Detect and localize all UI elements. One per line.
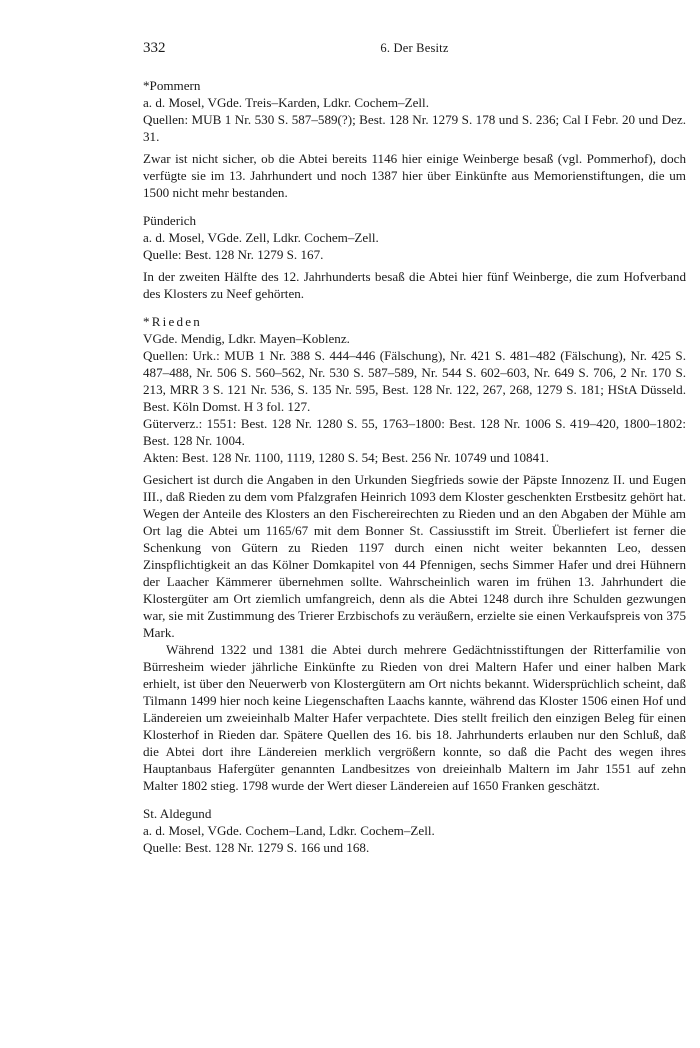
entry-sources: Quellen: Urk.: MUB 1 Nr. 388 S. 444–446 (Fälschung), Nr. 421 S. 481–482 (Fälschung), Nr. 425 S. 487–488, Nr. 506 S. 560–562, Nr. 530 S. 587–589, Nr. 544 S. 602–603, Nr. 649 S. 706, 2 Nr. 170 S. 213, MRR 3 S. 121 Nr. 536, S. 135 Nr. 595, Best. 128 Nr. 122, 267, 268, 1279 S. 181; HStA Düsseld. Best. Köln Domst. H 3 fol. 127. (143, 348, 686, 414)
entry-puenderich (143, 212, 686, 302)
entry-paragraph: Während 1322 und 1381 die Abtei durch mehrere Gedächtnisstiftungen der Ritterfamilie von Bürresheim wieder jährliche Einkünfte zu Rieden von drei Maltern Hafer und einer halben Mark erhielt, ist über den Neuerwerb von Klostergütern am Ort nichts bekannt. Widersprüchlich scheint, daß Tilmann 1499 hier noch keine Liegenschaften Laachs kannte, während das Kloster 1506 einen Hof und Ländereien um zweieinhalb Malter Hafer verpachtete. Dies stellt freilich den einzigen Beleg für einen Klosterhof in Rieden dar. Spätere Quellen des 16. bis 18. Jahrhunderts erlauben nur den Schluß, daß die Abtei dort ihre Ländereien merklich vergrößern konnte, so daß die Pacht des wegen ihres Hauptanbaus Hafergüter genannten Landbesitzes von dreieinhalb Maltern im Jahr 1551 auf zehn Malter 1802 stieg. 1798 wurde der Wert dieser Ländereien auf 1650 Franken geschätzt. (143, 642, 686, 793)
entry-sources: Quelle: Best. 128 Nr. 1279 S. 167. (143, 247, 324, 262)
page-number: 332 (143, 40, 166, 56)
book-page (143, 40, 686, 856)
entry-rieden (143, 313, 686, 794)
entry-title: *Rieden (143, 314, 203, 329)
entry-location: a. d. Mosel, VGde. Cochem–Land, Ldkr. Cochem–Zell. (143, 823, 435, 838)
entry-paragraph: In der zweiten Hälfte des 12. Jahrhunderts besaß die Abtei hier fünf Weinberge, die zum Hofverband des Klosters zu Neef gehörten. (143, 269, 686, 301)
entry-paragraph: Gesichert ist durch die Angaben in den Urkunden Siegfrieds sowie der Päpste Innozenz II. und Eugen III., daß Rieden zu dem vom Pfalzgrafen Heinrich 1093 dem Kloster geschenkten Erstbesitz gehört hat. Wegen der Anteile des Klosters an den Fischereirechten zu Rieden und an den Abgaben der Mühle am Ort lag die Abtei um 1165/67 mit dem Bonner St. Cassiusstift im Streit. Überliefert ist ferner die Schenkung von Gütern zu Rieden 1197 durch einen nicht weiter bekannten Leo, dessen Zinspflichtigkeit an das Kölner Domkapitel von 44 Pfennigen, sechs Simmer Hafer und drei Hühnern der Laacher Kämmerer übernehmen sollte. Wahrscheinlich waren im frühen 13. Jahrhundert die Klostergüter am Ort ziemlich umfangreich, denn als die Abtei 1248 durch ihre Schulden gezwungen war, sie mit Zustimmung des Trierer Erzbischofs zu veräußern, erzielte sie einen Verkaufspreis von 375 Mark. (143, 472, 686, 640)
entry-location: a. d. Mosel, VGde. Treis–Karden, Ldkr. Cochem–Zell. (143, 95, 429, 110)
entry-files: Akten: Best. 128 Nr. 1100, 1119, 1280 S. 54; Best. 256 Nr. 10749 und 10841. (143, 450, 549, 465)
entry-location: a. d. Mosel, VGde. Zell, Ldkr. Cochem–Zell. (143, 230, 379, 245)
entry-st-aldegund (143, 805, 686, 856)
running-head (143, 40, 686, 66)
entry-title: Pünderich (143, 213, 197, 228)
entry-sources: Quelle: Best. 128 Nr. 1279 S. 166 und 168. (143, 840, 370, 855)
entry-location: VGde. Mendig, Ldkr. Mayen–Koblenz. (143, 331, 350, 346)
entry-title: St. Aldegund (143, 806, 212, 821)
entry-pommern (143, 77, 686, 201)
entry-paragraph: Zwar ist nicht sicher, ob die Abtei bereits 1146 hier einige Weinberge besaß (vgl. Pommerhof), doch verfügte sie im 13. Jahrhundert und noch 1387 hier über Einkünfte aus Memorienstiftungen, die um 1500 nicht mehr bestanden. (143, 151, 686, 200)
entry-title: *Pommern (143, 78, 201, 93)
running-title: 6. Der Besitz (380, 41, 449, 55)
entry-sources: Quellen: MUB 1 Nr. 530 S. 587–589(?); Best. 128 Nr. 1279 S. 178 und S. 236; Cal I Febr. 20 und Dez. 31. (143, 112, 686, 144)
entry-inventories: Güterverz.: 1551: Best. 128 Nr. 1280 S. 55, 1763–1800: Best. 128 Nr. 1006 S. 419–420, 1800–1802: Best. 128 Nr. 1004. (143, 416, 686, 448)
